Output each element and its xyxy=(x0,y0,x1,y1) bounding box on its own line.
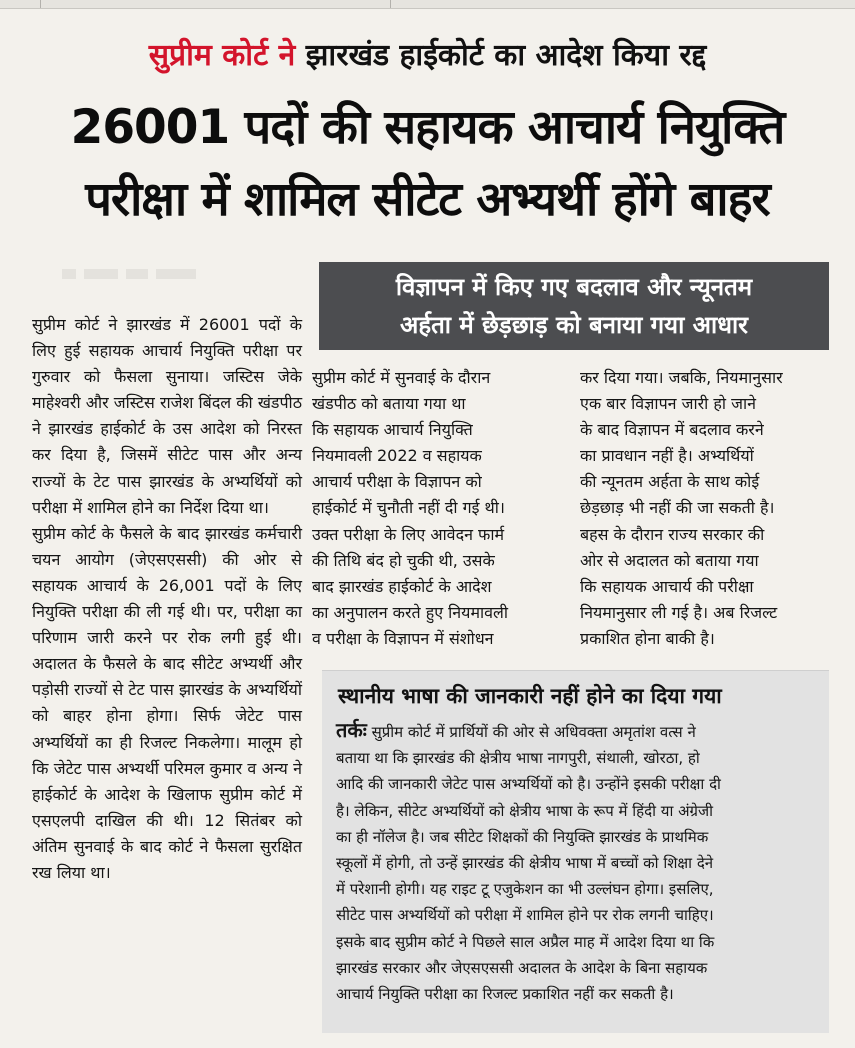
page-edge-strip xyxy=(0,0,855,9)
sidebar-box-text: सुप्रीम कोर्ट में प्रार्थियों की ओर से अधिवक्ता अमृतांश वत्स ने बताया था कि झारखंड की क्षेत्रीय भाषा नागपुरी, संथाली, खोरठा, हो आदि की जानकारी जेटेट पास अभ्यर्थियों को है। उन्होंने इसकी परीक्षा दी है। लेकिन, सीटेट अभ्यर्थियों को क्षेत्रीय भाषा के रूप में हिंदी या अंग्रेजी का ही नॉलेज है। जब सीटेट शिक्षकों की नियुक्ति झारखंड के प्राथमिक स्कूलों में होगी, तो उन्हें झारखंड की क्षेत्रीय भाषा में बच्चों को शिक्षा देने में परेशानी होगी। यह राइट टू एजुकेशन का भी उल्लंघन होगा। इसलिए, सीटेट पास अभ्यर्थियों को परीक्षा में शामिल होने पर रोक लगनी चाहिए। इसके बाद सुप्रीम कोर्ट ने पिछले साल अप्रैल माह में आदेश दिया था कि झारखंड सरकार और जेएसएससी अदालत के आदेश के बिना सहायक आचार्य नियुक्ति परीक्षा का रिजल्ट प्रकाशित नहीं कर सकती है। xyxy=(336,723,721,1004)
sidebar-box-body xyxy=(336,717,816,1007)
sidebar-box-lead: तर्कः xyxy=(336,718,367,742)
edge-mark xyxy=(40,0,41,8)
article-column-2: सुप्रीम कोर्ट में सुनवाई के दौरान खंडपीठ को बताया गया था कि सहायक आचार्य नियुक्ति नियमावली 2022 व सहायक आचार्य परीक्षा के विज्ञापन को हाईकोर्ट में चुनौती नहीं दी गई थी। उक्त परीक्षा के लिए आवेदन फार्म की तिथि बंद हो चुकी थी, उसके बाद झारखंड हाईकोर्ट के आदेश का अनुपालन करते हुए नियमावली व परीक्षा के विज्ञापन में संशोधन xyxy=(312,368,509,648)
subheadline-line-2: अर्हता में छेड़छाड़ को बनाया गया आधार xyxy=(400,311,748,339)
kicker-red-text: सुप्रीम कोर्ट ने xyxy=(148,38,296,73)
article-column-1: सुप्रीम कोर्ट ने झारखंड में 26001 पदों के लिए हुई सहायक आचार्य नियुक्ति परीक्षा पर गुरुवार को फैसला सुनाया। जस्टिस जेके माहेश्वरी और जस्टिस राजेश बिंदल की खंडपीठ ने झारखंड हाईकोर्ट के उस आदेश को निरस्त कर दिया है, जिसमें सीटेट पास और अन्य राज्यों के टेट पास झारखंड के अभ्यर्थियों को परीक्षा में शामिल होने का निर्देश दिया था। सुप्रीम कोर्ट के फैसले के बाद झारखंड कर्मचारी चयन आयोग (जेएसएससी) की ओर से सहायक आचार्य के 26,001 पदों के लिए नियुक्ति परीक्षा की ली गई थी। पर, परीक्षा का परिणाम जारी करने पर रोक लगी हुई थी। अदालत के फैसले के बाद सीटेट अभ्यर्थी और पड़ोसी राज्यों से टेट पास झारखंड के अभ्यर्थियों को बाहर होना होगा। सिर्फ जेटेट पास अभ्यर्थियों का ही रिजल्ट निकलेगा। मालूम हो कि जेटेट पास अभ्यर्थी परिमल कुमार व अन्य ने हाईकोर्ट के आदेश के खिलाफ सुप्रीम कोर्ट में एसएलपी दाखिल की थी। 12 सितंबर को अंतिम सुनवाई के बाद कोर्ट ने फैसला सुरक्षित रख लिया था। xyxy=(32,315,302,882)
kicker-line xyxy=(0,36,855,76)
sidebar-box xyxy=(322,670,829,1033)
subheadline-banner xyxy=(319,262,829,350)
faded-print-marks xyxy=(62,264,262,278)
edge-mark xyxy=(390,0,391,8)
article-column-3: कर दिया गया। जबकि, नियमानुसार एक बार विज्ञापन जारी हो जाने के बाद विज्ञापन में बदलाव करने का प्रावधान नहीं है। अभ्यर्थियों की न्यूनतम अर्हता के साथ कोई छेड़छाड़ भी नहीं की जा सकती है। बहस के दौरान राज्य सरकार की ओर से अदालत को बताया गया कि सहायक आचार्य की परीक्षा नियमानुसार ली गई है। अब रिजल्ट प्रकाशित होना बाकी है। xyxy=(580,368,783,648)
headline-line-1: 26001 पदों की सहायक आचार्य नियुक्ति xyxy=(70,100,785,155)
kicker-black-text: झारखंड हाईकोर्ट का आदेश किया रद्द xyxy=(305,38,707,73)
sidebar-box-title: स्थानीय भाषा की जानकारी नहीं होने का दिया गया xyxy=(338,684,722,708)
headline-line-2: परीक्षा में शामिल सीटेट अभ्यर्थी होंगे बाहर xyxy=(85,172,770,227)
subheadline-line-1: विज्ञापन में किए गए बदलाव और न्यूनतम xyxy=(395,273,753,301)
